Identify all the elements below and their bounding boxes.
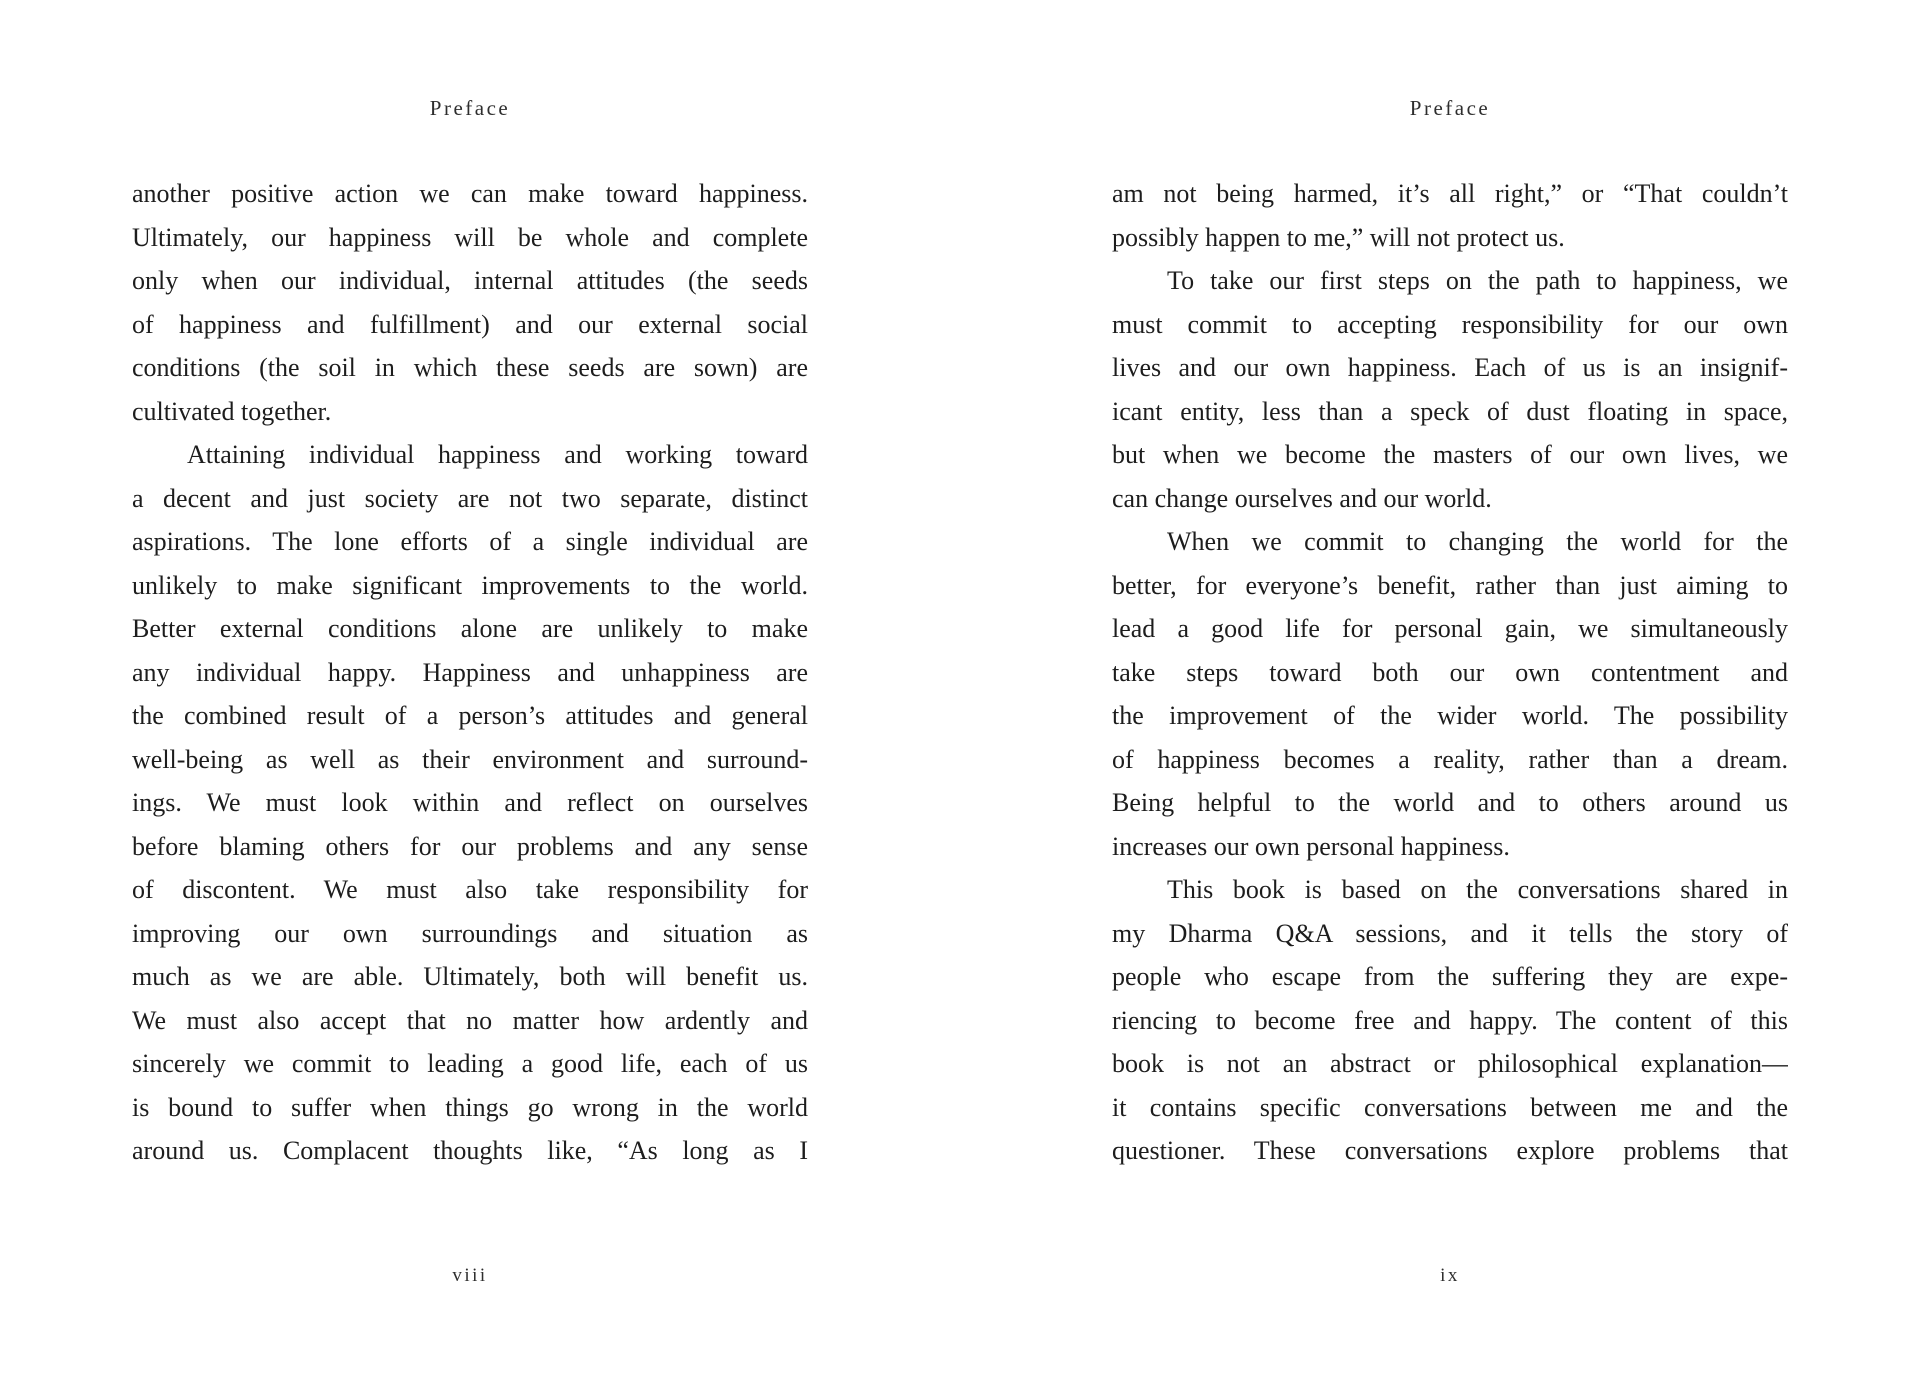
text-line: of happiness and fulfillment) and our external social: [132, 309, 808, 339]
text-line: take steps toward both our own contentment and: [1112, 657, 1788, 687]
text-line: before blaming others for our problems and any sense: [132, 831, 808, 861]
text-line: another positive action we can make toward happiness.: [132, 179, 808, 208]
text-line: am not being harmed, it’s all right,” or “That couldn’t: [1112, 179, 1788, 208]
text-line: lives and our own happiness. Each of us is an insignif-: [1112, 353, 1788, 382]
text-line: better, for everyone’s benefit, rather than just aiming to: [1112, 570, 1788, 600]
page-number: ix: [1440, 1265, 1460, 1286]
text-line: can change ourselves and our world.: [1112, 483, 1492, 513]
text-line: a decent and just society are not two separate, distinct: [132, 483, 808, 513]
text-line: ings. We must look within and reflect on ourselves: [132, 788, 808, 817]
text-line: but when we become the masters of our own lives, we: [1112, 440, 1788, 469]
text-line: Better external conditions alone are unlikely to make: [132, 614, 808, 643]
text-line: increases our own personal happiness.: [1112, 831, 1510, 861]
text-line: around us. Complacent thoughts like, “As long as I: [132, 1136, 808, 1165]
text-line: of discontent. We must also take responsibility for: [132, 875, 808, 904]
text-line: well-being as well as their environment and surround-: [132, 744, 808, 774]
text-line: the improvement of the wider world. The possibility: [1112, 701, 1788, 730]
right-page: [1112, 0, 1788, 1396]
text-line: lead a good life for personal gain, we simultaneously: [1112, 614, 1788, 643]
running-head: Preface: [1409, 96, 1491, 120]
text-line: only when our individual, internal attitudes (the seeds: [132, 266, 808, 295]
page-body: [132, 172, 808, 1173]
text-line: of happiness becomes a reality, rather than a dream.: [1112, 744, 1788, 774]
text-line: must commit to accepting responsibility for our own: [1112, 309, 1788, 339]
text-line: the combined result of a person’s attitudes and general: [132, 701, 808, 730]
text-line: questioner. These conversations explore problems that: [1112, 1136, 1788, 1165]
text-line: improving our own surroundings and situation as: [132, 918, 808, 948]
text-line: it contains specific conversations between me and the: [1112, 1092, 1788, 1122]
text-line: any individual happy. Happiness and unhappiness are: [132, 657, 808, 687]
text-line: possibly happen to me,” will not protect us.: [1112, 222, 1565, 252]
left-page: [132, 0, 808, 1396]
text-line: Attaining individual happiness and working toward: [187, 440, 808, 469]
text-line: cultivated together.: [132, 396, 332, 426]
running-head: Preface: [429, 96, 511, 120]
text-line: my Dharma Q&A sessions, and it tells the story of: [1112, 918, 1788, 948]
text-line: is bound to suffer when things go wrong in the world: [132, 1092, 808, 1122]
text-line: sincerely we commit to leading a good life, each of us: [132, 1049, 808, 1078]
text-line: To take our first steps on the path to happiness, we: [1167, 266, 1788, 295]
text-line: icant entity, less than a speck of dust floating in space,: [1112, 396, 1788, 426]
text-line: much as we are able. Ultimately, both will benefit us.: [132, 962, 808, 991]
text-line: unlikely to make significant improvements to the world.: [132, 570, 808, 600]
text-line: Ultimately, our happiness will be whole and complete: [132, 222, 808, 252]
text-line: conditions (the soil in which these seeds are sown) are: [132, 353, 808, 382]
text-line: This book is based on the conversations shared in: [1167, 875, 1788, 904]
text-line: aspirations. The lone efforts of a single individual are: [132, 527, 808, 556]
text-line: Being helpful to the world and to others around us: [1112, 788, 1788, 817]
page-body: [1112, 172, 1788, 1173]
text-line: people who escape from the suffering they are expe-: [1112, 962, 1788, 991]
text-line: We must also accept that no matter how ardently and: [132, 1005, 808, 1035]
page-number: viii: [452, 1265, 488, 1286]
text-line: book is not an abstract or philosophical explanation—: [1112, 1049, 1788, 1078]
text-line: When we commit to changing the world for the: [1167, 527, 1788, 556]
text-line: riencing to become free and happy. The content of this: [1112, 1005, 1788, 1035]
